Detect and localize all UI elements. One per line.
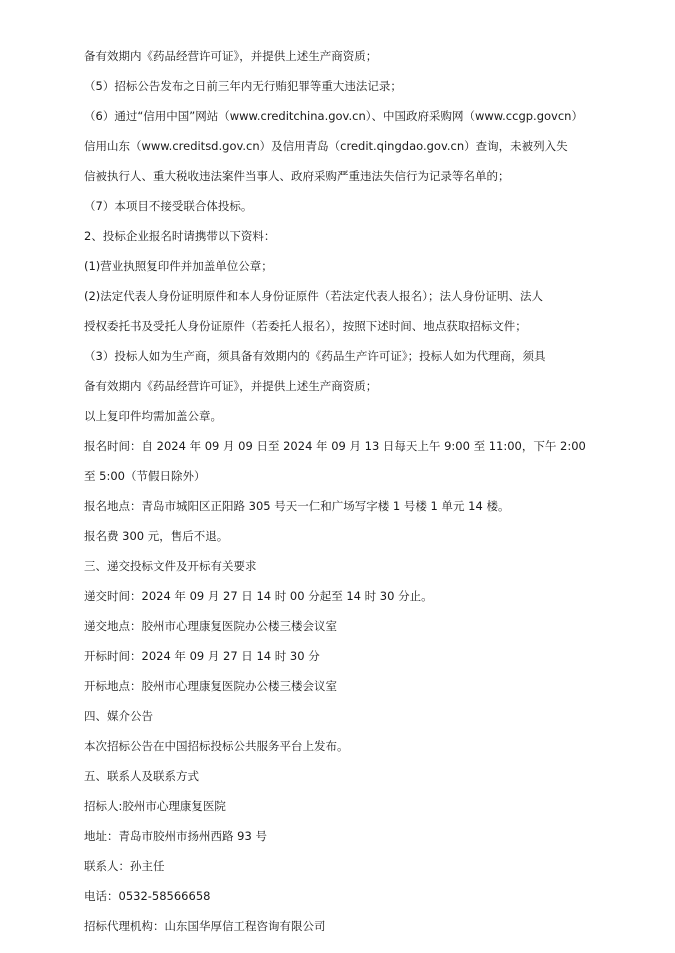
text-line: (1)营业执照复印件并加盖单位公章； [84, 259, 273, 273]
text-line: 开标时间：2024 年 09 月 27 日 14 时 30 分 [84, 649, 320, 663]
text-line: 备有效期内《药品经营许可证》，并提供上述生产商资质； [84, 379, 378, 393]
text-line: 报名时间：自 2024 年 09 月 09 日至 2024 年 09 月 13 日每天上午 9:00 至 11:00，下午 2:00 [84, 439, 586, 453]
text-line: 至 5:00（节假日除外） [84, 469, 206, 483]
text-line: 信用山东（www.creditsd.gov.cn）及信用青岛（credit.qingdao.gov.cn）查询，未被列入失 [84, 139, 568, 153]
text-line: 递交时间：2024 年 09 月 27 日 14 时 00 分起至 14 时 30 分止。 [84, 589, 433, 603]
section-heading: 五、联系人及联系方式 [84, 769, 199, 783]
text-line: 报名费 300 元，售后不退。 [84, 529, 229, 543]
text-line: 信被执行人、重大税收违法案件当事人、政府采购严重违法失信行为记录等名单的； [84, 169, 510, 183]
text-line: 电话：0532-58566658 [84, 889, 211, 903]
section-heading: 四、媒介公告 [84, 709, 153, 723]
text-line: （6）通过“信用中国”网站（www.creditchina.gov.cn）、中国政府采购网（www.ccgp.govcn） [84, 109, 583, 123]
text-line: 地址：青岛市胶州市扬州西路 93 号 [84, 829, 267, 843]
text-line: 招标人:胶州市心理康复医院 [84, 799, 226, 813]
text-line: 招标代理机构：山东国华厚信工程咨询有限公司 [84, 919, 326, 933]
text-line: 授权委托书及受托人身份证原件（若委托人报名），按照下述时间、地点获取招标文件； [84, 319, 527, 333]
text-line: (2)法定代表人身份证明原件和本人身份证原件（若法定代表人报名）；法人身份证明、法人 [84, 289, 544, 303]
text-line: 报名地点：青岛市城阳区正阳路 305 号天一仁和广场写字楼 1 号楼 1 单元 14 楼。 [84, 499, 510, 513]
text-line: 备有效期内《药品经营许可证》，并提供上述生产商资质； [84, 49, 378, 63]
text-line: 开标地点：胶州市心理康复医院办公楼三楼会议室 [84, 679, 337, 693]
text-line: 联系人：孙主任 [84, 859, 165, 873]
text-line: 以上复印件均需加盖公章。 [84, 409, 222, 423]
text-line: （5）招标公告发布之日前三年内无行贿犯罪等重大违法记录； [84, 79, 402, 93]
section-heading: 2、投标企业报名时请携带以下资料： [84, 229, 276, 243]
section-heading: 三、递交投标文件及开标有关要求 [84, 559, 257, 573]
text-line: 递交地点：胶州市心理康复医院办公楼三楼会议室 [84, 619, 337, 633]
text-line: 本次招标公告在中国招标投标公共服务平台上发布。 [84, 739, 349, 753]
text-line: （3）投标人如为生产商，须具备有效期内的《药品生产许可证》；投标人如为代理商，须具 [84, 349, 546, 363]
text-line: （7）本项目不接受联合体投标。 [84, 199, 253, 213]
